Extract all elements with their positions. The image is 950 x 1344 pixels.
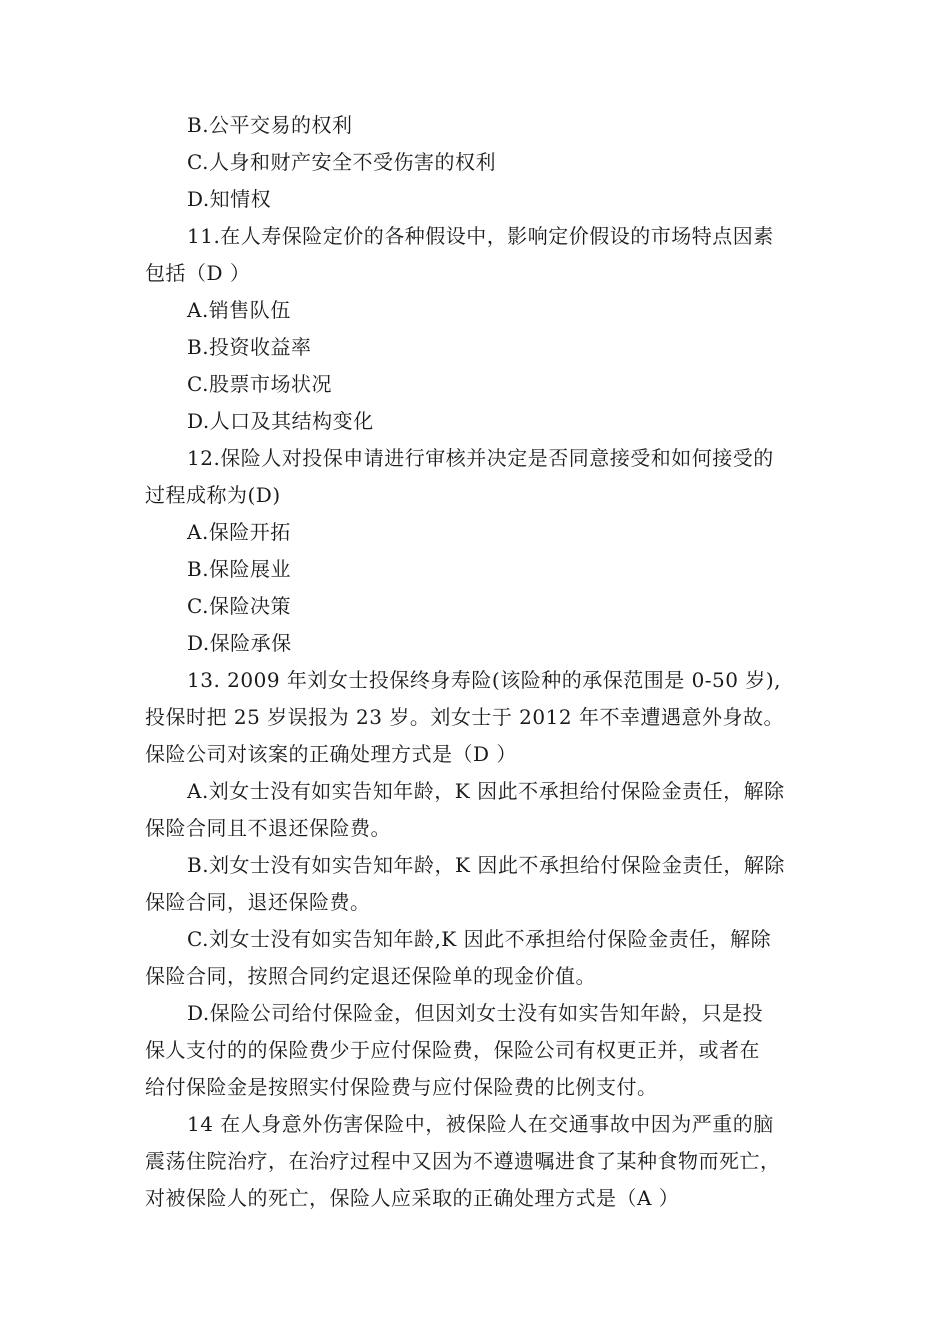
text-line: 对被保险人的死亡，保险人应采取的正确处理方式是（A ） (145, 1186, 680, 1210)
text-line: 给付保险金是按照实付保险费与应付保险费的比例支付。 (145, 1075, 658, 1099)
text-line: 保险合同且不退还保险费。 (145, 816, 391, 840)
text-line: 投保时把 25 岁误报为 23 岁。刘女士于 2012 年不幸遭遇意外身故。 (145, 705, 784, 729)
text-line: 包括（D ） (145, 261, 251, 285)
text-line: B.投资收益率 (187, 335, 312, 359)
text-line: C.股票市场状况 (187, 372, 332, 396)
text-line: C.刘女士没有如实告知年龄,K 因此不承担给付保险金责任，解除 (187, 927, 772, 951)
text-line: D.保险承保 (187, 631, 292, 655)
text-line: A.保险开拓 (187, 520, 291, 544)
text-line: 保险公司对该案的正确处理方式是（D ） (145, 742, 517, 766)
text-line: C.人身和财产安全不受伤害的权利 (187, 150, 496, 174)
text-line: D.保险公司给付保险金，但因刘女士没有如实告知年龄，只是投 (187, 1001, 764, 1025)
text-line: D.知情权 (187, 187, 272, 211)
text-line: 保险合同，退还保险费。 (145, 890, 371, 914)
text-line: A.销售队伍 (187, 298, 291, 322)
text-line: 过程成称为(D) (145, 483, 281, 507)
text-line: 11.在人寿保险定价的各种假设中，影响定价假设的市场特点因素 (187, 224, 774, 248)
text-line: A.刘女士没有如实告知年龄，K 因此不承担给付保险金责任，解除 (187, 779, 785, 803)
text-line: 震荡住院治疗，在治疗过程中又因为不遵遗嘱进食了某种食物而死亡， (145, 1149, 781, 1173)
text-line: B.刘女士没有如实告知年龄，K 因此不承担给付保险金责任，解除 (187, 853, 785, 877)
text-line: 12.保险人对投保申请进行审核并决定是否同意接受和如何接受的 (187, 446, 774, 470)
text-line: 保险合同，按照合同约定退还保险单的现金价值。 (145, 964, 596, 988)
text-line: B.保险展业 (187, 557, 292, 581)
text-line: C.保险决策 (187, 594, 291, 618)
text-line: 13. 2009 年刘女士投保终身寿险(该险种的承保范围是 0-50 岁), (187, 668, 782, 692)
text-line: 保人支付的的保险费少于应付保险费，保险公司有权更正并，或者在 (145, 1038, 760, 1062)
text-line: D.人口及其结构变化 (187, 409, 374, 433)
text-line: 14 在人身意外伤害保险中，被保险人在交通事故中因为严重的脑 (187, 1112, 774, 1136)
document-body (145, 107, 817, 1217)
text-line: B.公平交易的权利 (187, 113, 353, 137)
